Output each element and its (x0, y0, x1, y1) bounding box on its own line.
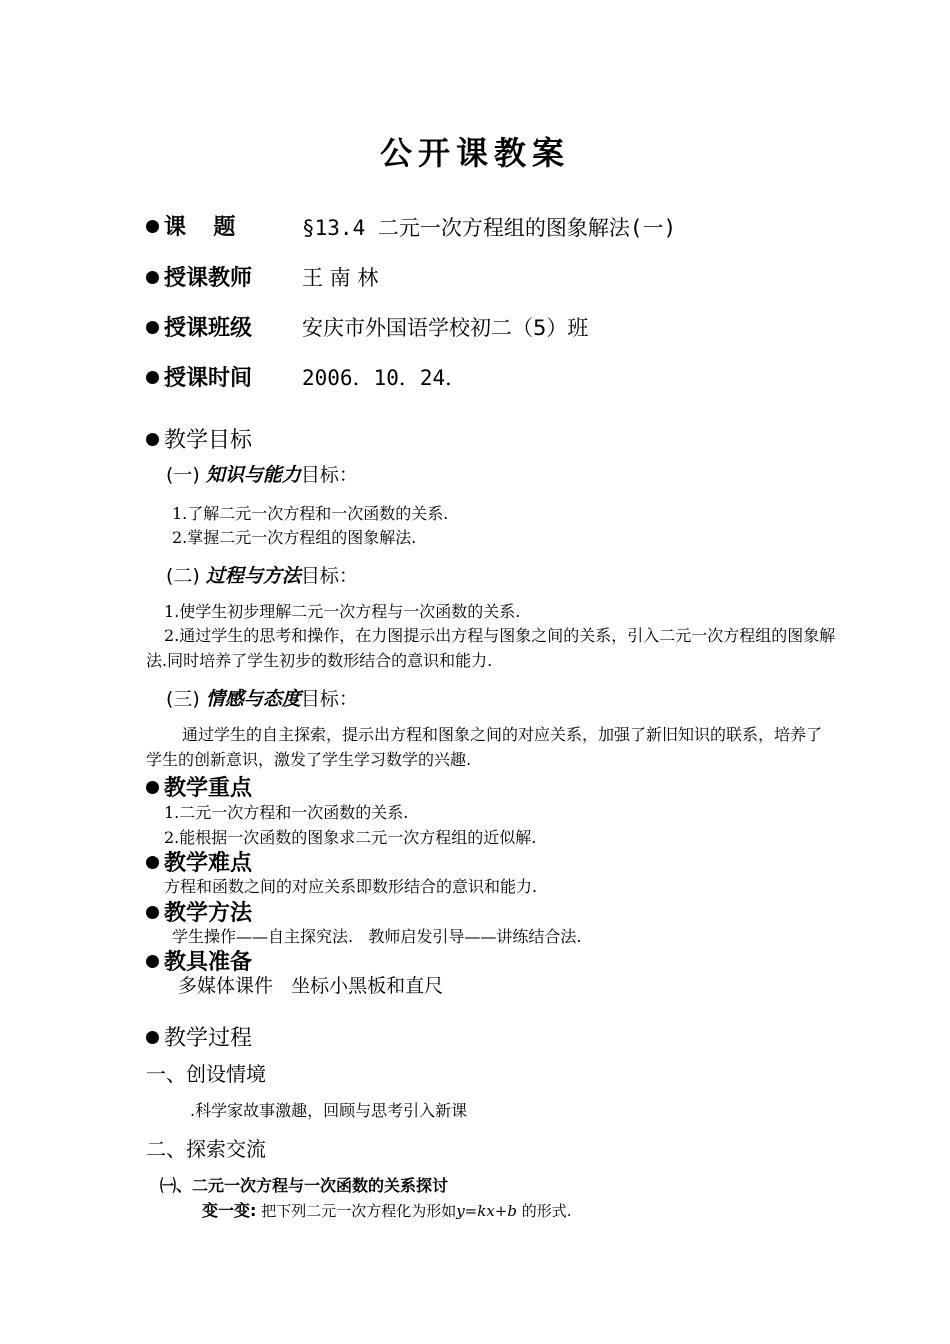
goal1-item-1: 1.了解二元一次方程和一次函数的关系. (172, 504, 449, 523)
goal2-item-2: 2.通过学生的思考和操作，在力图提示出方程与图象之间的关系，引入二元一次方程组的图象解法.同时培养了学生初步的数形结合的意识和能力. (146, 626, 836, 670)
bullet-icon (146, 220, 159, 233)
bullet-icon (146, 856, 159, 869)
bullet-icon (146, 371, 159, 384)
section2-heading: 二、探索交流 (146, 1137, 266, 1161)
goal2-heading: (二) 过程与方法目标： (166, 565, 358, 587)
exercise-tail: 的形式. (521, 1202, 572, 1220)
exercise-line (202, 1198, 572, 1221)
teacher-label-row (146, 261, 252, 292)
teacher-label: 授课教师 (164, 266, 253, 291)
method-heading: 教学方法 (146, 896, 252, 927)
bullet-icon (146, 1031, 159, 1044)
class-label: 授课班级 (164, 316, 253, 341)
goal3-heading: (三) 情感与态度目标： (166, 688, 358, 710)
topic-label-row (146, 210, 239, 241)
topic-value: §13.4 二元一次方程组的图象解法(一) (302, 216, 677, 240)
page-title: 公开课教案 (379, 134, 570, 172)
keypoint-item-1: 1.二元一次方程和一次函数的关系. (164, 803, 409, 822)
bullet-icon (146, 781, 159, 794)
section2-subheading: ㈠、二元一次方程与一次函数的关系探讨 (160, 1176, 449, 1195)
method-text: 学生操作——自主探究法. 教师启发引导——讲练结合法. (172, 927, 582, 946)
section1-heading: 一、创设情境 (146, 1062, 266, 1086)
class-value: 安庆市外国语学校初二（5）班 (302, 316, 589, 340)
goal2-item-1: 1.使学生初步理解二元一次方程与一次函数的关系. (164, 602, 521, 621)
keypoint-item-2: 2.能根据一次函数的图象求二元一次方程组的近似解. (164, 828, 537, 847)
section1-text: .科学家故事激趣，回顾与思考引入新课 (190, 1101, 468, 1120)
difficulty-text: 方程和函数之间的对应关系即数形结合的意识和能力. (164, 877, 538, 896)
goals-heading: 教学目标 (146, 423, 252, 454)
tools-heading: 教具准备 (146, 945, 252, 976)
goal3-text: 通过学生的自主探索，提示出方程和图象之间的对应关系，加强了新旧知识的联系，培养了学生的创新意识，激发了学生学习数学的兴趣. (146, 725, 823, 769)
time-value: 2006．10．24． (302, 366, 467, 390)
bullet-icon (146, 906, 159, 919)
exercise-label: 变一变: (202, 1201, 257, 1220)
tools-text: 多媒体课件 坐标小黑板和直尺 (178, 975, 444, 997)
class-label-row (146, 311, 252, 342)
time-label-row (146, 361, 252, 392)
bullet-icon (146, 271, 159, 284)
exercise-text: 把下列二元一次方程化为形如 (261, 1202, 457, 1220)
difficulty-heading: 教学难点 (146, 846, 252, 877)
goal1-heading: (一) 知识与能力目标： (166, 464, 358, 486)
goal1-item-2: 2.掌握二元一次方程组的图象解法. (172, 528, 417, 547)
topic-label: 课 题 (164, 215, 240, 240)
keypoints-heading: 教学重点 (146, 771, 252, 802)
bullet-icon (146, 433, 159, 446)
time-label: 授课时间 (164, 366, 253, 391)
teacher-value: 王 南 林 (302, 266, 379, 290)
process-heading: 教学过程 (146, 1021, 252, 1052)
exercise-formula: y=kx+b (456, 1202, 517, 1220)
bullet-icon (146, 321, 159, 334)
bullet-icon (146, 955, 159, 968)
